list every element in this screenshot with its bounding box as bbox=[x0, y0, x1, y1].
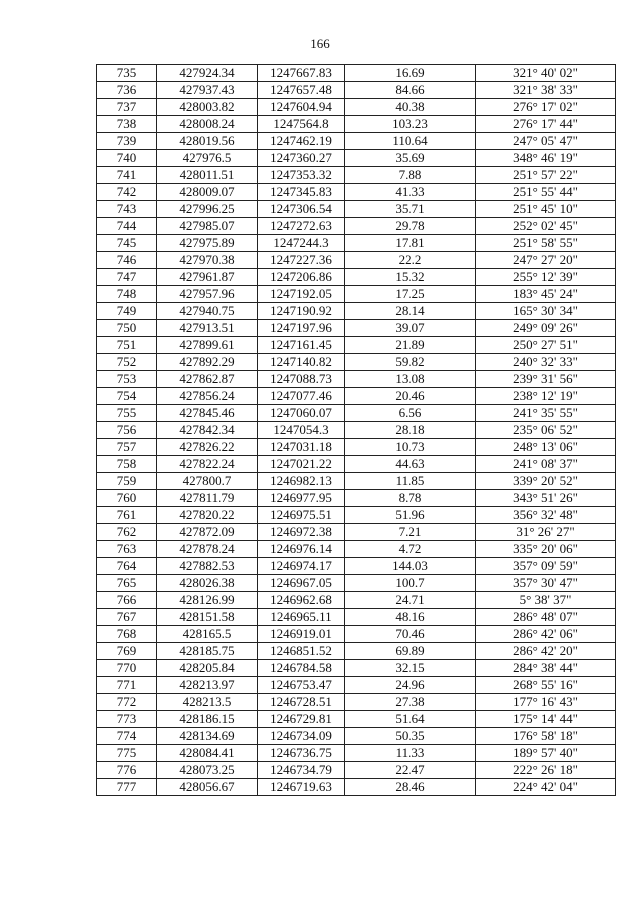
x-coordinate-cell: 427976.5 bbox=[157, 150, 258, 167]
point-number-cell: 738 bbox=[97, 116, 157, 133]
x-coordinate-cell: 428073.25 bbox=[157, 762, 258, 779]
distance-cell: 20.46 bbox=[345, 388, 476, 405]
bearing-cell: 165° 30' 34" bbox=[476, 303, 616, 320]
distance-cell: 27.38 bbox=[345, 694, 476, 711]
y-coordinate-cell: 1247140.82 bbox=[258, 354, 345, 371]
point-number-cell: 770 bbox=[97, 660, 157, 677]
point-number-cell: 752 bbox=[97, 354, 157, 371]
distance-cell: 16.69 bbox=[345, 65, 476, 82]
table-row bbox=[97, 201, 616, 218]
distance-cell: 11.85 bbox=[345, 473, 476, 490]
table-row bbox=[97, 184, 616, 201]
bearing-cell: 247° 27' 20" bbox=[476, 252, 616, 269]
point-number-cell: 745 bbox=[97, 235, 157, 252]
x-coordinate-cell: 427961.87 bbox=[157, 269, 258, 286]
table-row bbox=[97, 218, 616, 235]
bearing-cell: 239° 31' 56" bbox=[476, 371, 616, 388]
y-coordinate-cell: 1247345.83 bbox=[258, 184, 345, 201]
y-coordinate-cell: 1247667.83 bbox=[258, 65, 345, 82]
y-coordinate-cell: 1247462.19 bbox=[258, 133, 345, 150]
bearing-cell: 251° 45' 10" bbox=[476, 201, 616, 218]
x-coordinate-cell: 427913.51 bbox=[157, 320, 258, 337]
table-row bbox=[97, 490, 616, 507]
x-coordinate-cell: 428185.75 bbox=[157, 643, 258, 660]
point-number-cell: 755 bbox=[97, 405, 157, 422]
x-coordinate-cell: 427820.22 bbox=[157, 507, 258, 524]
bearing-cell: 183° 45' 24" bbox=[476, 286, 616, 303]
distance-cell: 21.89 bbox=[345, 337, 476, 354]
bearing-cell: 335° 20' 06" bbox=[476, 541, 616, 558]
table-row bbox=[97, 405, 616, 422]
bearing-cell: 286° 42' 06" bbox=[476, 626, 616, 643]
distance-cell: 8.78 bbox=[345, 490, 476, 507]
distance-cell: 17.81 bbox=[345, 235, 476, 252]
bearing-cell: 251° 58' 55" bbox=[476, 235, 616, 252]
point-number-cell: 760 bbox=[97, 490, 157, 507]
y-coordinate-cell: 1246734.09 bbox=[258, 728, 345, 745]
table-row bbox=[97, 558, 616, 575]
table-row bbox=[97, 541, 616, 558]
y-coordinate-cell: 1247031.18 bbox=[258, 439, 345, 456]
x-coordinate-cell: 427985.07 bbox=[157, 218, 258, 235]
distance-cell: 48.16 bbox=[345, 609, 476, 626]
table-row bbox=[97, 711, 616, 728]
bearing-cell: 286° 48' 07" bbox=[476, 609, 616, 626]
bearing-cell: 175° 14' 44" bbox=[476, 711, 616, 728]
y-coordinate-cell: 1247360.27 bbox=[258, 150, 345, 167]
x-coordinate-cell: 427800.7 bbox=[157, 473, 258, 490]
y-coordinate-cell: 1246851.52 bbox=[258, 643, 345, 660]
y-coordinate-cell: 1246962.68 bbox=[258, 592, 345, 609]
distance-cell: 35.71 bbox=[345, 201, 476, 218]
point-number-cell: 777 bbox=[97, 779, 157, 796]
distance-cell: 7.21 bbox=[345, 524, 476, 541]
x-coordinate-cell: 428165.5 bbox=[157, 626, 258, 643]
distance-cell: 28.18 bbox=[345, 422, 476, 439]
x-coordinate-cell: 427862.87 bbox=[157, 371, 258, 388]
x-coordinate-cell: 427937.43 bbox=[157, 82, 258, 99]
y-coordinate-cell: 1247021.22 bbox=[258, 456, 345, 473]
table-row bbox=[97, 745, 616, 762]
distance-cell: 22.2 bbox=[345, 252, 476, 269]
table-row bbox=[97, 422, 616, 439]
distance-cell: 50.35 bbox=[345, 728, 476, 745]
y-coordinate-cell: 1246977.95 bbox=[258, 490, 345, 507]
distance-cell: 32.15 bbox=[345, 660, 476, 677]
y-coordinate-cell: 1247192.05 bbox=[258, 286, 345, 303]
x-coordinate-cell: 427882.53 bbox=[157, 558, 258, 575]
x-coordinate-cell: 428126.99 bbox=[157, 592, 258, 609]
y-coordinate-cell: 1247161.45 bbox=[258, 337, 345, 354]
y-coordinate-cell: 1247197.96 bbox=[258, 320, 345, 337]
table-row bbox=[97, 456, 616, 473]
table-row bbox=[97, 116, 616, 133]
x-coordinate-cell: 427975.89 bbox=[157, 235, 258, 252]
bearing-cell: 251° 57' 22" bbox=[476, 167, 616, 184]
distance-cell: 11.33 bbox=[345, 745, 476, 762]
point-number-cell: 749 bbox=[97, 303, 157, 320]
distance-cell: 39.07 bbox=[345, 320, 476, 337]
distance-cell: 4.72 bbox=[345, 541, 476, 558]
x-coordinate-cell: 428008.24 bbox=[157, 116, 258, 133]
x-coordinate-cell: 427892.29 bbox=[157, 354, 258, 371]
table-row bbox=[97, 252, 616, 269]
point-number-cell: 735 bbox=[97, 65, 157, 82]
y-coordinate-cell: 1246736.75 bbox=[258, 745, 345, 762]
distance-cell: 28.14 bbox=[345, 303, 476, 320]
point-number-cell: 757 bbox=[97, 439, 157, 456]
table-row bbox=[97, 728, 616, 745]
distance-cell: 22.47 bbox=[345, 762, 476, 779]
y-coordinate-cell: 1247244.3 bbox=[258, 235, 345, 252]
x-coordinate-cell: 427899.61 bbox=[157, 337, 258, 354]
point-number-cell: 739 bbox=[97, 133, 157, 150]
distance-cell: 59.82 bbox=[345, 354, 476, 371]
point-number-cell: 759 bbox=[97, 473, 157, 490]
bearing-cell: 240° 32' 33" bbox=[476, 354, 616, 371]
bearing-cell: 348° 46' 19" bbox=[476, 150, 616, 167]
coordinates-table bbox=[96, 64, 616, 796]
x-coordinate-cell: 427957.96 bbox=[157, 286, 258, 303]
point-number-cell: 748 bbox=[97, 286, 157, 303]
point-number-cell: 769 bbox=[97, 643, 157, 660]
point-number-cell: 746 bbox=[97, 252, 157, 269]
distance-cell: 41.33 bbox=[345, 184, 476, 201]
page-number: 166 bbox=[310, 36, 330, 51]
x-coordinate-cell: 428003.82 bbox=[157, 99, 258, 116]
table-row bbox=[97, 626, 616, 643]
table-row bbox=[97, 439, 616, 456]
table-row bbox=[97, 320, 616, 337]
table-row bbox=[97, 150, 616, 167]
y-coordinate-cell: 1246975.51 bbox=[258, 507, 345, 524]
x-coordinate-cell: 428026.38 bbox=[157, 575, 258, 592]
point-number-cell: 751 bbox=[97, 337, 157, 354]
table-row bbox=[97, 473, 616, 490]
table-row bbox=[97, 694, 616, 711]
y-coordinate-cell: 1247564.8 bbox=[258, 116, 345, 133]
bearing-cell: 255° 12' 39" bbox=[476, 269, 616, 286]
distance-cell: 51.96 bbox=[345, 507, 476, 524]
table-row bbox=[97, 524, 616, 541]
point-number-cell: 772 bbox=[97, 694, 157, 711]
x-coordinate-cell: 427822.24 bbox=[157, 456, 258, 473]
distance-cell: 6.56 bbox=[345, 405, 476, 422]
point-number-cell: 742 bbox=[97, 184, 157, 201]
x-coordinate-cell: 427842.34 bbox=[157, 422, 258, 439]
point-number-cell: 761 bbox=[97, 507, 157, 524]
bearing-cell: 249° 09' 26" bbox=[476, 320, 616, 337]
table-row bbox=[97, 286, 616, 303]
bearing-cell: 189° 57' 40" bbox=[476, 745, 616, 762]
x-coordinate-cell: 427845.46 bbox=[157, 405, 258, 422]
x-coordinate-cell: 427996.25 bbox=[157, 201, 258, 218]
distance-cell: 15.32 bbox=[345, 269, 476, 286]
y-coordinate-cell: 1246753.47 bbox=[258, 677, 345, 694]
bearing-cell: 276° 17' 44" bbox=[476, 116, 616, 133]
bearing-cell: 177° 16' 43" bbox=[476, 694, 616, 711]
bearing-cell: 176° 58' 18" bbox=[476, 728, 616, 745]
y-coordinate-cell: 1247088.73 bbox=[258, 371, 345, 388]
x-coordinate-cell: 427878.24 bbox=[157, 541, 258, 558]
point-number-cell: 776 bbox=[97, 762, 157, 779]
x-coordinate-cell: 428151.58 bbox=[157, 609, 258, 626]
table-row bbox=[97, 235, 616, 252]
bearing-cell: 357° 09' 59" bbox=[476, 558, 616, 575]
table-row bbox=[97, 133, 616, 150]
y-coordinate-cell: 1247604.94 bbox=[258, 99, 345, 116]
table-row bbox=[97, 303, 616, 320]
y-coordinate-cell: 1247060.07 bbox=[258, 405, 345, 422]
point-number-cell: 754 bbox=[97, 388, 157, 405]
x-coordinate-cell: 428134.69 bbox=[157, 728, 258, 745]
point-number-cell: 768 bbox=[97, 626, 157, 643]
x-coordinate-cell: 428084.41 bbox=[157, 745, 258, 762]
table-row bbox=[97, 82, 616, 99]
table-row bbox=[97, 677, 616, 694]
distance-cell: 29.78 bbox=[345, 218, 476, 235]
point-number-cell: 773 bbox=[97, 711, 157, 728]
point-number-cell: 756 bbox=[97, 422, 157, 439]
y-coordinate-cell: 1246784.58 bbox=[258, 660, 345, 677]
x-coordinate-cell: 428186.15 bbox=[157, 711, 258, 728]
table-row bbox=[97, 643, 616, 660]
x-coordinate-cell: 428213.5 bbox=[157, 694, 258, 711]
table-row bbox=[97, 575, 616, 592]
x-coordinate-cell: 427940.75 bbox=[157, 303, 258, 320]
x-coordinate-cell: 428009.07 bbox=[157, 184, 258, 201]
y-coordinate-cell: 1247190.92 bbox=[258, 303, 345, 320]
distance-cell: 103.23 bbox=[345, 116, 476, 133]
x-coordinate-cell: 427811.79 bbox=[157, 490, 258, 507]
bearing-cell: 356° 32' 48" bbox=[476, 507, 616, 524]
bearing-cell: 238° 12' 19" bbox=[476, 388, 616, 405]
distance-cell: 35.69 bbox=[345, 150, 476, 167]
point-number-cell: 763 bbox=[97, 541, 157, 558]
bearing-cell: 286° 42' 20" bbox=[476, 643, 616, 660]
point-number-cell: 764 bbox=[97, 558, 157, 575]
distance-cell: 28.46 bbox=[345, 779, 476, 796]
point-number-cell: 743 bbox=[97, 201, 157, 218]
point-number-cell: 771 bbox=[97, 677, 157, 694]
x-coordinate-cell: 428019.56 bbox=[157, 133, 258, 150]
table-row bbox=[97, 99, 616, 116]
y-coordinate-cell: 1247306.54 bbox=[258, 201, 345, 218]
distance-cell: 10.73 bbox=[345, 439, 476, 456]
distance-cell: 24.96 bbox=[345, 677, 476, 694]
y-coordinate-cell: 1246965.11 bbox=[258, 609, 345, 626]
point-number-cell: 736 bbox=[97, 82, 157, 99]
y-coordinate-cell: 1247206.86 bbox=[258, 269, 345, 286]
y-coordinate-cell: 1246919.01 bbox=[258, 626, 345, 643]
y-coordinate-cell: 1246974.17 bbox=[258, 558, 345, 575]
y-coordinate-cell: 1247657.48 bbox=[258, 82, 345, 99]
table-row bbox=[97, 507, 616, 524]
distance-cell: 144.03 bbox=[345, 558, 476, 575]
table-row bbox=[97, 660, 616, 677]
y-coordinate-cell: 1246972.38 bbox=[258, 524, 345, 541]
table-row bbox=[97, 762, 616, 779]
distance-cell: 69.89 bbox=[345, 643, 476, 660]
table-row bbox=[97, 65, 616, 82]
point-number-cell: 767 bbox=[97, 609, 157, 626]
point-number-cell: 765 bbox=[97, 575, 157, 592]
bearing-cell: 247° 05' 47" bbox=[476, 133, 616, 150]
bearing-cell: 276° 17' 02" bbox=[476, 99, 616, 116]
distance-cell: 70.46 bbox=[345, 626, 476, 643]
x-coordinate-cell: 427872.09 bbox=[157, 524, 258, 541]
bearing-cell: 31° 26' 27" bbox=[476, 524, 616, 541]
point-number-cell: 741 bbox=[97, 167, 157, 184]
bearing-cell: 224° 42' 04" bbox=[476, 779, 616, 796]
bearing-cell: 321° 40' 02" bbox=[476, 65, 616, 82]
point-number-cell: 753 bbox=[97, 371, 157, 388]
point-number-cell: 758 bbox=[97, 456, 157, 473]
x-coordinate-cell: 428056.67 bbox=[157, 779, 258, 796]
bearing-cell: 284° 38' 44" bbox=[476, 660, 616, 677]
point-number-cell: 747 bbox=[97, 269, 157, 286]
point-number-cell: 740 bbox=[97, 150, 157, 167]
distance-cell: 24.71 bbox=[345, 592, 476, 609]
bearing-cell: 241° 08' 37" bbox=[476, 456, 616, 473]
table-row bbox=[97, 779, 616, 796]
point-number-cell: 762 bbox=[97, 524, 157, 541]
y-coordinate-cell: 1247353.32 bbox=[258, 167, 345, 184]
distance-cell: 100.7 bbox=[345, 575, 476, 592]
bearing-cell: 343° 51' 26" bbox=[476, 490, 616, 507]
x-coordinate-cell: 427856.24 bbox=[157, 388, 258, 405]
table-row bbox=[97, 592, 616, 609]
bearing-cell: 250° 27' 51" bbox=[476, 337, 616, 354]
table-row bbox=[97, 371, 616, 388]
bearing-cell: 5° 38' 37" bbox=[476, 592, 616, 609]
bearing-cell: 321° 38' 33" bbox=[476, 82, 616, 99]
x-coordinate-cell: 427924.34 bbox=[157, 65, 258, 82]
distance-cell: 13.08 bbox=[345, 371, 476, 388]
y-coordinate-cell: 1246967.05 bbox=[258, 575, 345, 592]
distance-cell: 7.88 bbox=[345, 167, 476, 184]
distance-cell: 40.38 bbox=[345, 99, 476, 116]
x-coordinate-cell: 427826.22 bbox=[157, 439, 258, 456]
y-coordinate-cell: 1246719.63 bbox=[258, 779, 345, 796]
x-coordinate-cell: 428213.97 bbox=[157, 677, 258, 694]
bearing-cell: 222° 26' 18" bbox=[476, 762, 616, 779]
table-row bbox=[97, 388, 616, 405]
bearing-cell: 339° 20' 52" bbox=[476, 473, 616, 490]
y-coordinate-cell: 1246729.81 bbox=[258, 711, 345, 728]
y-coordinate-cell: 1247054.3 bbox=[258, 422, 345, 439]
y-coordinate-cell: 1246976.14 bbox=[258, 541, 345, 558]
distance-cell: 84.66 bbox=[345, 82, 476, 99]
point-number-cell: 750 bbox=[97, 320, 157, 337]
y-coordinate-cell: 1247272.63 bbox=[258, 218, 345, 235]
table-row bbox=[97, 167, 616, 184]
bearing-cell: 235° 06' 52" bbox=[476, 422, 616, 439]
table-row bbox=[97, 354, 616, 371]
y-coordinate-cell: 1247227.36 bbox=[258, 252, 345, 269]
x-coordinate-cell: 428011.51 bbox=[157, 167, 258, 184]
y-coordinate-cell: 1247077.46 bbox=[258, 388, 345, 405]
table-body bbox=[97, 65, 616, 796]
distance-cell: 110.64 bbox=[345, 133, 476, 150]
bearing-cell: 241° 35' 55" bbox=[476, 405, 616, 422]
table-row bbox=[97, 337, 616, 354]
y-coordinate-cell: 1246734.79 bbox=[258, 762, 345, 779]
distance-cell: 17.25 bbox=[345, 286, 476, 303]
x-coordinate-cell: 428205.84 bbox=[157, 660, 258, 677]
y-coordinate-cell: 1246728.51 bbox=[258, 694, 345, 711]
bearing-cell: 252° 02' 45" bbox=[476, 218, 616, 235]
bearing-cell: 268° 55' 16" bbox=[476, 677, 616, 694]
point-number-cell: 775 bbox=[97, 745, 157, 762]
point-number-cell: 766 bbox=[97, 592, 157, 609]
x-coordinate-cell: 427970.38 bbox=[157, 252, 258, 269]
bearing-cell: 251° 55' 44" bbox=[476, 184, 616, 201]
point-number-cell: 744 bbox=[97, 218, 157, 235]
point-number-cell: 774 bbox=[97, 728, 157, 745]
table-row bbox=[97, 269, 616, 286]
distance-cell: 51.64 bbox=[345, 711, 476, 728]
table-row bbox=[97, 609, 616, 626]
bearing-cell: 357° 30' 47" bbox=[476, 575, 616, 592]
y-coordinate-cell: 1246982.13 bbox=[258, 473, 345, 490]
bearing-cell: 248° 13' 06" bbox=[476, 439, 616, 456]
point-number-cell: 737 bbox=[97, 99, 157, 116]
distance-cell: 44.63 bbox=[345, 456, 476, 473]
